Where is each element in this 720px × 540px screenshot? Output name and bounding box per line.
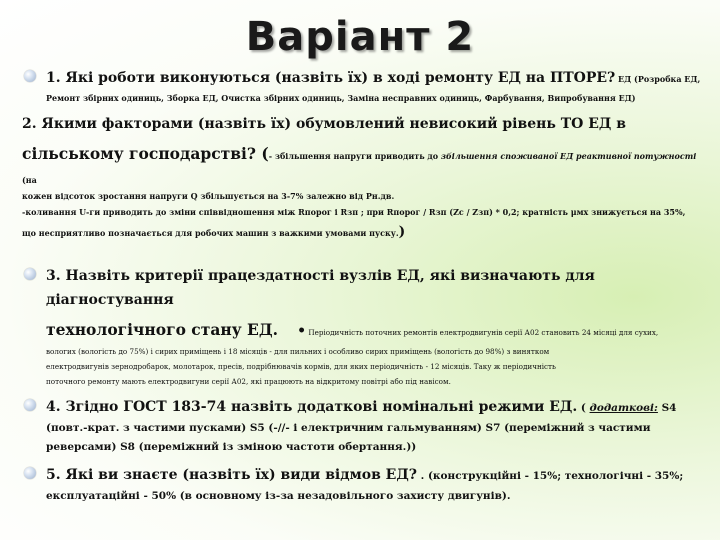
question-3-answer-line: поточного ремонту мають електродвигуни серії А02, які працюють на відкритому повітрі або під навісом.	[46, 377, 451, 386]
square-bullet-icon: •	[297, 323, 307, 339]
question-5	[22, 463, 710, 506]
spacer	[22, 250, 710, 264]
question-4-answer-line: (повт.-крат. з частими пусками) S5 (-//- і електричним гальмуванням) S7 (переміжний з частими	[46, 422, 651, 434]
question-2-text-line1: 2. Якими факторами (назвіть їх) обумовлений невисокий рівень ТО ЕД в	[22, 116, 626, 132]
question-3-text-line1: 3. Назвіть критерії працездатності вузлів ЕД, які визначають для діагностування	[46, 268, 595, 308]
question-1-answer-start: ЕД (Розробка ЕД,	[615, 74, 701, 84]
round-bullet-icon	[24, 70, 36, 82]
question-3	[22, 264, 710, 389]
page-title: Варіант 2	[245, 14, 475, 60]
round-bullet-icon	[24, 268, 36, 280]
question-3-answer-line: електродвигунів зернодробарок, молотарок, пресів, подрібнювачів кормів, для яких періодичність - 12 місяців. Таку ж періодичність	[46, 362, 556, 371]
answer-rest: S4	[657, 402, 677, 414]
paren-open: (	[256, 144, 269, 163]
question-5-answer-start: . (конструкційні - 15%; технологічні - 35%;	[417, 470, 684, 482]
question-3-text-line2: технологічного стану ЕД.	[46, 320, 279, 339]
note-3: -коливання U-ги приводить до зміни співвідношення між Rпорог і Rзп ; при Rпорог / Rзп (Zс / Zзп) * 0,2; кратність μмх знижується на 35%,	[22, 207, 686, 217]
question-2	[22, 112, 710, 244]
round-bullet-icon	[24, 399, 36, 411]
question-1	[22, 66, 710, 106]
answer-underlined: додаткові:	[589, 402, 658, 414]
question-5-answer: експлуатаційні - 50% (в основному із-за незадовільного захисту двигунів).	[46, 490, 511, 502]
note-1-start: - збільшення напруги приводить до	[268, 151, 441, 161]
question-4-answer-line: реверсами) S8 (переміжний із зміною частоти обертання.))	[46, 441, 417, 453]
question-4-text: 4. Згідно ГОСТ 183-74 назвіть додаткові номінальні режими ЕД.	[46, 399, 578, 415]
note-4: що несприятливо позначається для робочих машин з важкими умовами пуску.	[22, 228, 399, 238]
question-3-answer-start: Періодичність поточних ремонтів електродвигунів серії А02 становить 24 місяці для сухих,	[306, 328, 659, 337]
question-5-text: 5. Які ви знаєте (назвіть їх) види відмов ЕД?	[46, 467, 417, 483]
question-4	[22, 395, 710, 457]
question-2-text-line2: сільському господарстві?	[22, 144, 256, 163]
round-bullet-icon	[24, 467, 36, 479]
answer-open: (	[577, 402, 590, 414]
slide-content	[22, 66, 710, 512]
note-2: кожен відсоток зростання напруги Q збільшується на 3-7% залежно від Pн.дв.	[22, 191, 395, 201]
question-1-text: 1. Які роботи виконуються (назвіть їх) в ході ремонту ЕД на ПТОРЕ?	[46, 70, 616, 86]
question-3-answer-line: вологих (вологість до 75%) і сирих приміщень і 18 місяців - для пильних і особливо сирих приміщень (вологість до 98%) з винятком	[46, 347, 550, 356]
note-1-italic: збільшення споживаної ЕД реактивної потужності	[440, 151, 697, 161]
paren-close: )	[398, 224, 406, 240]
note-1-end: (на	[22, 175, 37, 185]
question-1-answer: Ремонт збірних одиниць, Зборка ЕД, Очистка збірних одиниць, Заміна несправних одиниць, Фарбування, Випробування ЕД)	[46, 93, 636, 103]
